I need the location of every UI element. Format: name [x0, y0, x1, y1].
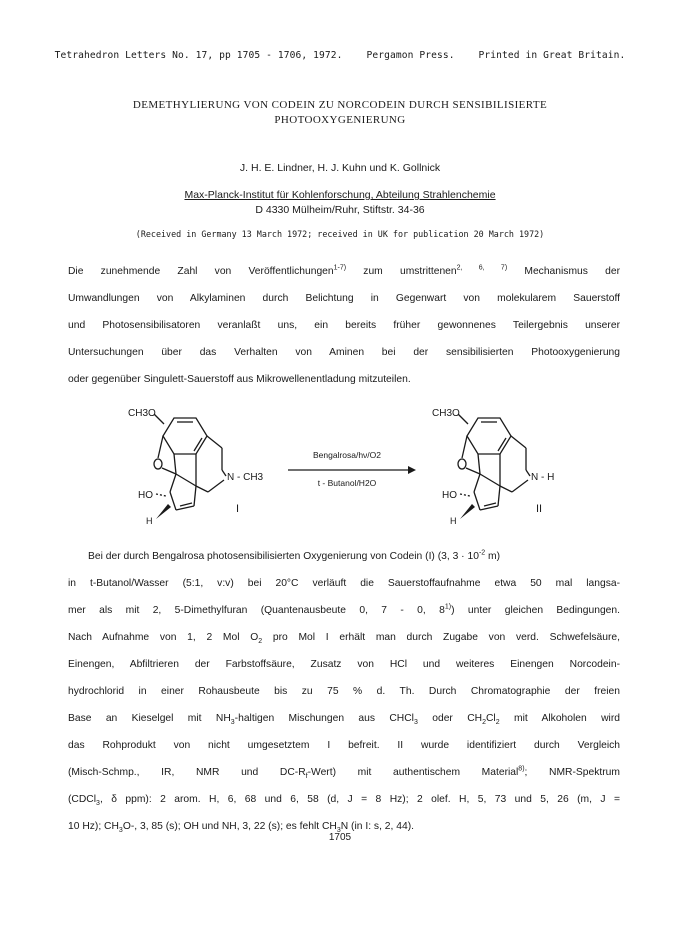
text-line: 10 Hz); $CH_3O-$, 3, 85 (s); OH und NH, 3, 22 (s); es fehlt $CH_3N$ (in I: s, 2, 44). — [68, 821, 414, 835]
authors: J. H. E. Lindner, H. J. Kuhn und K. Gollnick — [239, 162, 441, 174]
title-line-2: PHOTOOXYGENIERUNG — [274, 114, 406, 126]
journal-citation: Tetrahedron Letters No. 17, pp 1705 - 1706, 1972. — [54, 50, 343, 61]
reaction-arrow — [288, 450, 416, 488]
right-methoxy-label: CH3O — [432, 408, 460, 419]
codeine-structure — [128, 408, 264, 526]
text-line: (Misch-Schmp., IR, NMR und $DC-R_f-Wert$) mit authentischem Material$^{8)}$; NMR-Spektrum — [68, 765, 620, 781]
text-line: Base an Kieselgel mit $NH_3$-haltigen Mischungen aus CHCl$_3$ oder $CH_2Cl_2$ mit Alkoholen wird — [68, 713, 620, 727]
text-line: hydrochlorid in einer Rohausbeute bis zu 75 % d. Th. Durch Chromatographie der freien — [68, 686, 620, 697]
right-h-label: H — [450, 516, 457, 526]
address: D 4330 Mülheim/Ruhr, Stiftstr. 34-36 — [255, 204, 425, 216]
text-line: Nach Aufnahme von 1, 2 Mol $O_2$ pro Mol I erhält man durch Zugabe von verd. Schwefelsäure, — [68, 632, 620, 646]
arrow-bottom-text: t - Butanol/H2O — [317, 478, 377, 488]
printed-note: Printed in Great Britain. — [478, 50, 626, 61]
arrow-top-text: Bengalrosa/hν/O2 — [312, 450, 382, 460]
text-line: Einengen, Abfiltrieren der Farbstoffsäure, Zusatz von HCl und weiteres Einengen Norcodein- — [68, 659, 620, 670]
publisher: Pergamon Press. — [366, 50, 455, 61]
left-ho-label: HO — [138, 490, 153, 501]
compound-ii-label: II — [536, 503, 543, 515]
left-methoxy-label: CH3O — [128, 408, 156, 419]
text-line: das Rohprodukt von nicht umgesetztem I befreit. II wurde identifiziert durch Vergleich — [68, 740, 620, 751]
right-ho-label: HO — [442, 490, 457, 501]
title-line-1: DEMETHYLIERUNG VON CODEIN ZU NORCODEIN DURCH SENSIBILISIERTE — [132, 99, 548, 111]
text-line: oder gegenüber Singulett-Sauerstoff aus Mikrowellenentladung mitzuteilen. — [68, 374, 411, 385]
norcodeine-structure — [432, 408, 554, 526]
page-number: 1705 — [328, 832, 352, 843]
left-h-label: H — [146, 516, 153, 526]
left-amine-label: N - CH3 — [227, 472, 264, 483]
compound-i-label: I — [236, 503, 240, 515]
reaction-scheme — [110, 400, 580, 535]
journal-header — [0, 50, 680, 61]
institute: Max-Planck-Institut für Kohlenforschung, Abteilung Strahlenchemie — [184, 189, 496, 201]
affiliation — [0, 188, 680, 218]
article-title — [60, 98, 620, 128]
text-line: und Photosensibilisatoren veranlaßt uns, ein bereits früher gewonnenes Teilergebnis unserer — [68, 320, 620, 331]
text-line: Umwandlungen von Alkylaminen durch Belichtung in Gegenwart von molekularem Sauerstoff — [68, 293, 620, 304]
text-line: Untersuchungen über das Verhalten von Aminen bei der sensibilisierten Photooxygenierung — [68, 347, 620, 358]
received-dates: (Received in Germany 13 March 1972; received in UK for publication 20 March 1972) — [135, 229, 545, 239]
text-line: in t-Butanol/Wasser (5:1, v:v) bei 20°C verläuft die Sauerstoffaufnahme etwa 50 mal langsa- — [68, 578, 620, 589]
text-line: Die zunehmende Zahl von Veröffentlichungen$^{1-7)}$ zum umstrittenen$^{2, 6, 7)}$ Mechanismus der — [68, 264, 620, 277]
text-line: (CDCl$_3$, δ ppm): 2 arom. H, 6, 68 und 6, 58 (d, J = 8 Hz); 2 olef. H, 5, 73 und 5, 26 (m, J = — [68, 794, 620, 808]
right-amine-label: N - H — [531, 472, 555, 483]
text-line: Bei der durch Bengalrosa photosensibilisierten Oxygenierung von Codein (I) (3, $3 \cdot 10^{-2}$ m) — [88, 549, 501, 562]
text-line: mer als mit 2, 5-Dimethylfuran (Quantenausbeute 0, 7 - 0, 8$^{1)}$) unter gleichen Bedingungen. — [68, 603, 620, 616]
